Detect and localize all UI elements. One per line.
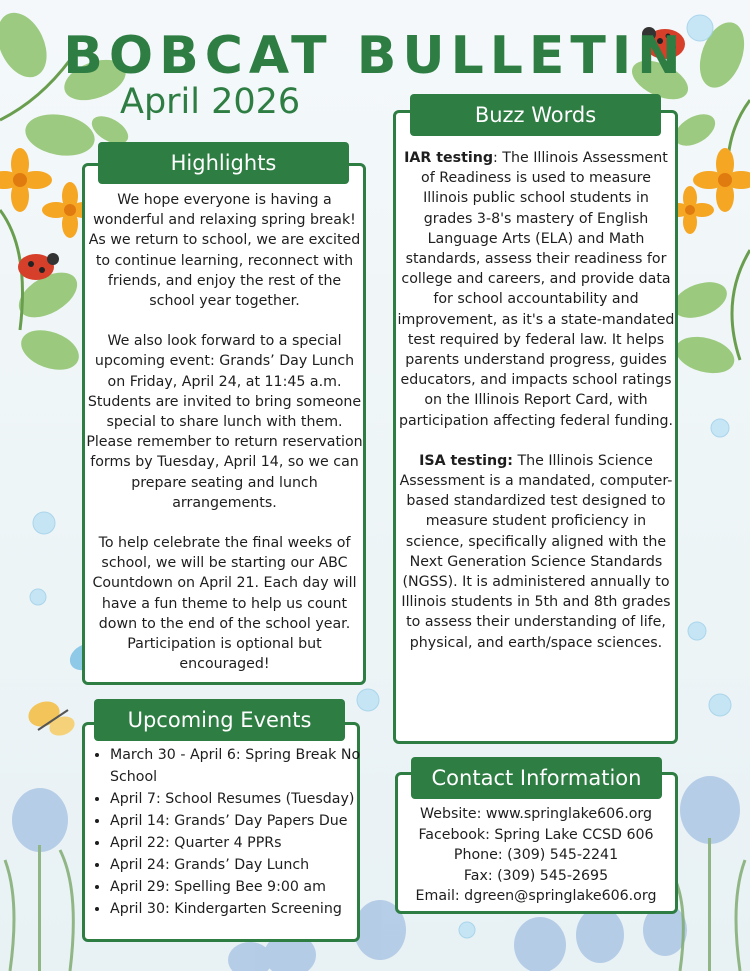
bubble-icon: [33, 512, 55, 534]
leaf-icon: [672, 331, 739, 379]
highlights-paragraph: We also look forward to a special upcoming event: Grands’ Day Lunch on Friday, April 24, at 11:45 a.m. Students are invited to bring someone special to share lunch with them. Please remember to return reservation forms by Tuesday, April 14, so we can prepare seating and lunch arrangements.: [86, 333, 363, 511]
event-item: • April 22: Quarter 4 PPRs: [110, 832, 380, 854]
newsletter-title: BOBCAT BULLETIN: [63, 26, 687, 86]
leaf-icon: [16, 323, 85, 377]
flower-icon: [693, 148, 750, 212]
event-item: • April 29: Spelling Bee 9:00 am: [110, 876, 380, 898]
highlights-heading: Highlights: [98, 142, 349, 184]
flower-icon: [680, 776, 740, 971]
bubble-icon: [459, 922, 475, 938]
contact-facebook: Facebook: Spring Lake CCSD 606: [418, 826, 654, 843]
event-item: • March 30 - April 6: Spring Break No School: [110, 744, 380, 788]
highlights-text: [86, 190, 363, 694]
contact-phone: Phone: (309) 545-2241: [453, 847, 619, 863]
contact-fax: Fax: (309) 545-2695: [463, 867, 609, 884]
contact-email: Email: dgreen@springlake606.org: [415, 888, 657, 904]
bubble-icon: [30, 589, 46, 605]
event-item: • April 14: Grands’ Day Papers Due: [110, 810, 380, 832]
events-list: [90, 744, 380, 920]
highlights-paragraph: We hope everyone is having a wonderful and relaxing spring break! As we return to school, we are excited to continue learning, reconnect with friends, and enjoy the rest of the school year together.: [88, 192, 361, 310]
iar-term: IAR testing: [404, 150, 494, 166]
iar-text: : The Illinois Assessment of Readiness is used to measure Illinois public school students in grades 3-8's mastery of English Language Arts (ELA) and Math standards, assess their readiness for college and careers, and provide data for school accountability and improvement, as it's a state-mandated test required by federal law. It helps parents understand progress, guides educators, and impacts school ratings on the Illinois Report Card, with participation affecting federal funding.: [397, 150, 675, 429]
iar-definition: [397, 148, 675, 431]
bubble-icon: [688, 622, 706, 640]
contact-website: Website: www.springlake606.org: [420, 806, 652, 822]
bubble-icon: [709, 694, 731, 716]
upcoming-events-heading: Upcoming Events: [94, 699, 345, 741]
flower-icon: [514, 917, 566, 971]
flower-icon: [12, 788, 68, 971]
event-item: • April 30: Kindergarten Screening: [110, 898, 380, 920]
buzz-words-text: [397, 148, 675, 673]
contact-heading: Contact Information: [411, 757, 662, 799]
event-item: • April 24: Grands’ Day Lunch: [110, 854, 380, 876]
contact-details: [398, 804, 674, 907]
butterfly-icon: [25, 697, 77, 739]
isa-term: ISA testing:: [419, 452, 513, 469]
highlights-paragraph: To help celebrate the final weeks of school, we will be starting our ABC Countdown on April 21. Each day will have a fun theme to help us count down to the end of the school year. Participation is optional but encouraged!: [92, 535, 357, 673]
isa-definition: [397, 451, 675, 653]
flower-icon: [228, 942, 272, 971]
flower-icon: [0, 148, 52, 212]
event-item: • April 7: School Resumes (Tuesday): [110, 788, 380, 810]
isa-text: The Illinois Science Assessment is a mandated, computer-based standardized test designed to measure student proficiency in science, specifically aligned with the Next Generation Science Standards (NGSS). It is administered annually to Illinois students in 5th and 8th grades to assess their understanding of life, physical, and earth/space sciences.: [399, 452, 673, 651]
flower-icon: [576, 907, 624, 963]
leaf-icon: [22, 109, 98, 161]
buzz-words-heading: Buzz Words: [410, 94, 661, 136]
issue-date: April 2026: [120, 82, 301, 122]
bubble-icon: [711, 419, 729, 437]
